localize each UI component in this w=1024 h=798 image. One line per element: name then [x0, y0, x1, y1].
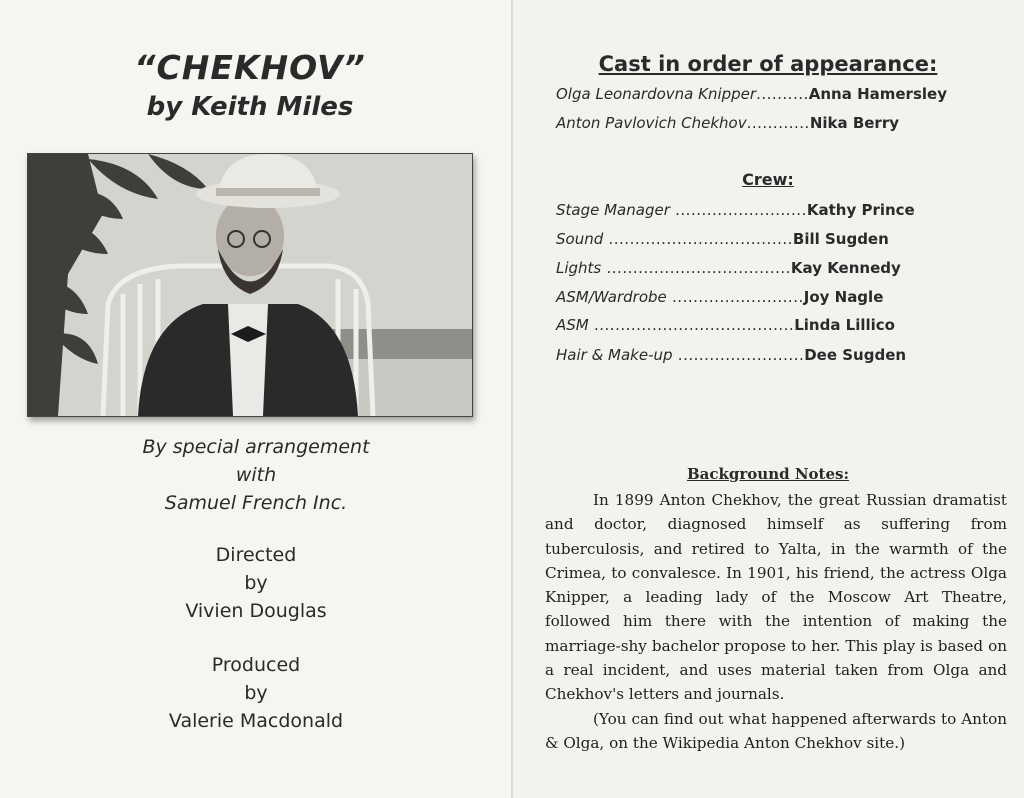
cast-row: Anton Pavlovich Chekhov............Nika Berry [556, 114, 900, 132]
producer-credit: Produced by Valerie Macdonald [168, 654, 344, 732]
play-title: “CHEKHOV” [134, 48, 366, 87]
play-author: by Keith Miles [146, 92, 354, 122]
crew-row: Stage Manager .........................Kathy Prince [556, 201, 915, 219]
cast-heading: Cast in order of appearance: [598, 52, 938, 76]
crew-row: ASM/Wardrobe .........................Joy Nagle [556, 288, 884, 306]
crew-row: Sound ...................................Bill Sugden [556, 230, 889, 248]
arrangement-credit: By special arrangement with Samuel French Inc. [142, 436, 370, 514]
crew-row: ASM ......................................Linda Lillico [556, 316, 895, 334]
cast-row: Olga Leonardovna Knipper..........Anna Hamersley [556, 85, 947, 103]
notes-paragraph: (You can find out what happened afterwards to Anton & Olga, on the Wikipedia Anton Chekhov site.) [545, 709, 1007, 752]
notes-paragraph: In 1899 Anton Chekhov, the great Russian dramatist and doctor, diagnosed himself as suffering from tuberculosis, and retired to Yalta, in the warmth of the Crimea, to convalesce. In 1901, his friend, the actress Olga Knipper, a leading lady of the Moscow Art Theatre, followed him there with the intention of making the marriage-shy bachelor propose to her. This play is based on a real incident, and uses material taken from Olga and Chekhov's letters and journals. [545, 491, 1007, 704]
crew-row: Hair & Make-up ........................Dee Sugden [556, 346, 907, 364]
background-notes-heading: Background Notes: [686, 465, 849, 483]
crew-heading: Crew: [742, 170, 794, 189]
chekhov-photo [27, 153, 473, 417]
director-credit: Directed by Vivien Douglas [185, 544, 327, 622]
background-notes [545, 488, 1007, 755]
crew-row: Lights ...................................Kay Kennedy [556, 259, 901, 277]
